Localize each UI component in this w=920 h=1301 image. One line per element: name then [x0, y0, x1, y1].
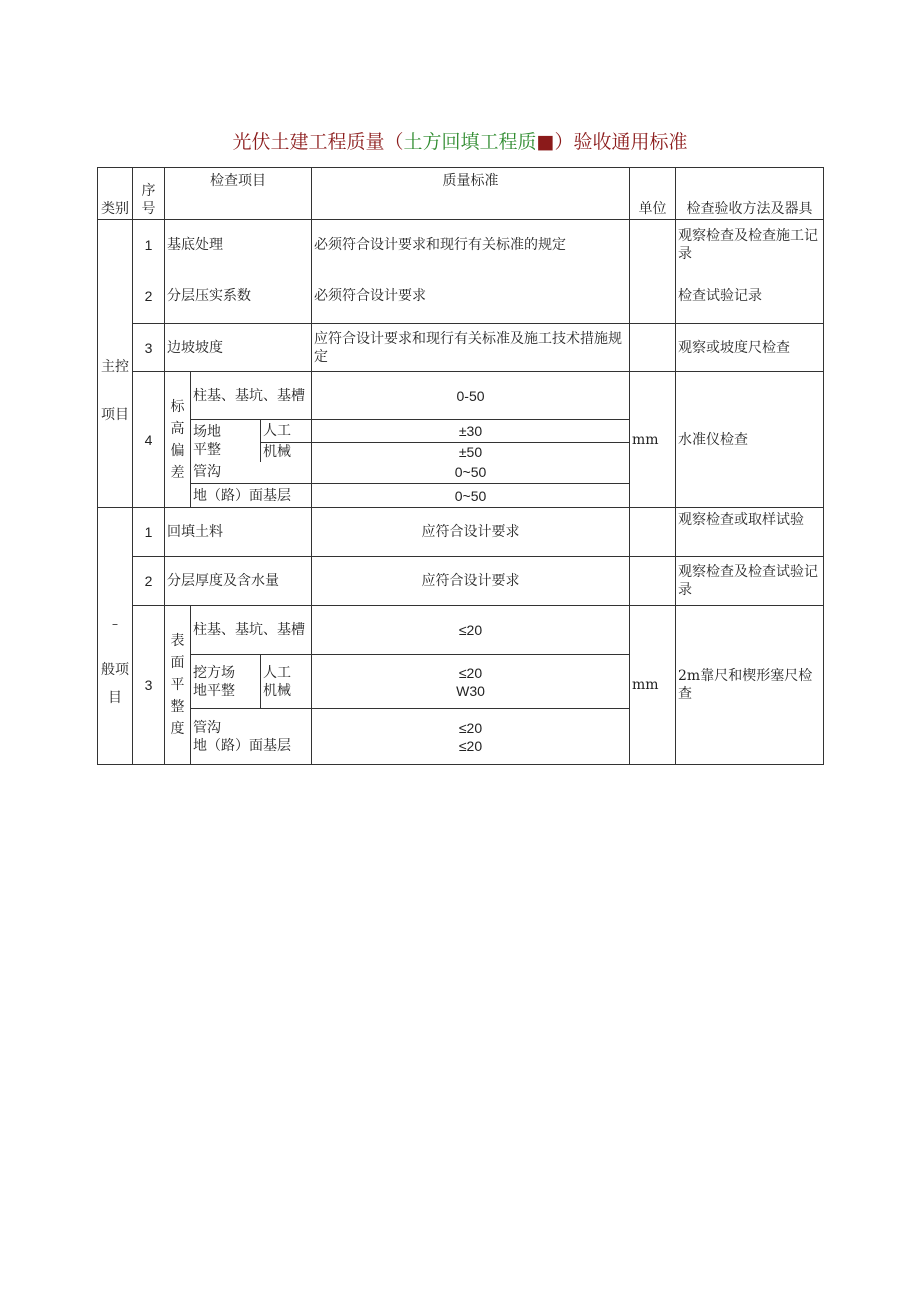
sub-item-cell: 柱基、基坑、基槽 [191, 372, 312, 420]
method-cell: 观察检查及检查施工记录 [676, 220, 824, 270]
seq-cell: 3 [133, 324, 165, 372]
table-row [98, 606, 824, 655]
table-header-row [98, 168, 824, 220]
elevation-deviation-group [165, 372, 191, 508]
seq-cell: 2 [133, 557, 165, 606]
sub-item-method-cell [261, 655, 312, 709]
standard-value-cell [312, 655, 630, 709]
group-char: 差 [170, 464, 185, 481]
table-row [98, 557, 824, 606]
standard-value-cell: 0~50 [312, 462, 630, 484]
sub-item-line: 平整 [193, 441, 221, 458]
category-main-control [98, 220, 133, 508]
group-char: 表 [170, 633, 185, 649]
standard-value-cell: ±30 [312, 420, 630, 443]
standard-value-cell: ±50 [312, 443, 630, 462]
standard-value-cell: ≤20 [312, 606, 630, 655]
title-part2: 土方回填工程质 [403, 131, 537, 153]
header-method: 检查验收方法及器具 [676, 168, 824, 220]
table-row [98, 220, 824, 270]
sub-item-line: 场地 [193, 423, 221, 440]
standard-cell: 应符合设计要求 [312, 557, 630, 606]
standard-value: ≤20 [458, 719, 483, 736]
method-cell: 水准仪检查 [676, 372, 824, 508]
sub-item-cell [191, 420, 261, 462]
header-category: 类别 [98, 168, 133, 220]
standard-cell: 应符合设计要求 [312, 508, 630, 557]
standard-cell: 必须符合设计要求 [312, 270, 630, 324]
unit-cell [630, 508, 676, 557]
category-main-line1: 主控 [101, 358, 129, 375]
sub-item-cell: 管沟 [191, 462, 312, 484]
unit-cell [630, 557, 676, 606]
table-row [98, 508, 824, 557]
item-cell: 回填土料 [165, 508, 312, 557]
sub-item-manual: 人工 [261, 420, 312, 443]
item-cell: 分层厚度及含水量 [165, 557, 312, 606]
sub-item-line: 地平整 [193, 682, 235, 699]
sub-item-cell [191, 709, 312, 765]
seq-cell: 1 [133, 220, 165, 270]
header-standard: 质量标准 [312, 168, 630, 220]
title-part1: 光伏土建工程质量（ [232, 131, 404, 153]
header-seq: 序号 [133, 168, 165, 220]
sub-item-manual: 人工 [263, 664, 291, 681]
seq-cell: 3 [133, 606, 165, 765]
item-cell: 分层压实系数 [165, 270, 312, 324]
group-char: 整 [170, 699, 185, 715]
group-char: 度 [170, 721, 185, 737]
method-cell: 检查试验记录 [676, 270, 824, 324]
standard-value-cell [312, 709, 630, 765]
category-general-dash: – [112, 617, 118, 631]
seq-cell: 1 [133, 508, 165, 557]
category-general-line2: 目 [108, 690, 122, 706]
sub-item-line: 挖方场 [193, 664, 235, 681]
acceptance-standard-table [97, 167, 824, 765]
table-row [98, 372, 824, 420]
sub-item-machine: 机械 [261, 443, 312, 462]
unit-cell: mm [630, 606, 676, 765]
item-cell: 边坡坡度 [165, 324, 312, 372]
seq-cell: 4 [133, 372, 165, 508]
unit-cell [630, 324, 676, 372]
sub-item-cell: 地（路）面基层 [191, 484, 312, 508]
method-cell: 观察检查及检查试验记录 [676, 557, 824, 606]
group-char: 平 [170, 677, 185, 693]
unit-cell [630, 220, 676, 324]
method-cell: 2m靠尺和楔形塞尺检查 [676, 606, 824, 765]
seq-cell: 2 [133, 270, 165, 324]
header-item: 检查项目 [165, 168, 312, 220]
title-part4: 验收通用标准 [573, 131, 688, 153]
method-cell: 观察检查或取样试验 [676, 508, 824, 557]
sub-item-machine: 机械 [263, 682, 291, 699]
group-char: 高 [170, 420, 185, 437]
group-char: 面 [170, 655, 185, 671]
standard-value-cell: 0~50 [312, 484, 630, 508]
sub-item-line: 地（路）面基层 [193, 737, 291, 754]
standard-cell: 必须符合设计要求和现行有关标准的规定 [312, 220, 630, 270]
surface-flatness-group [165, 606, 191, 765]
page-title [0, 128, 920, 156]
method-cell: 观察或坡度尺检查 [676, 324, 824, 372]
category-general [98, 508, 133, 765]
standard-value: W30 [456, 682, 485, 699]
unit-cell: mm [630, 372, 676, 508]
category-general-line1: 般项 [101, 662, 129, 678]
header-unit: 单位 [630, 168, 676, 220]
standard-value: ≤20 [458, 737, 483, 754]
sub-item-cell [191, 655, 261, 709]
table-row [98, 270, 824, 324]
standard-cell: 应符合设计要求和现行有关标准及施工技术措施规定 [312, 324, 630, 372]
item-cell: 基底处理 [165, 220, 312, 270]
sub-item-line: 管沟 [193, 719, 221, 736]
sub-item-cell: 柱基、基坑、基槽 [191, 606, 312, 655]
standard-value: ≤20 [458, 664, 483, 681]
table-row [98, 324, 824, 372]
category-main-line2: 项目 [101, 406, 129, 423]
title-part3: ■） [536, 131, 574, 153]
group-char: 偏 [170, 442, 185, 459]
group-char: 标 [170, 398, 185, 415]
standard-value-cell: 0-50 [312, 372, 630, 420]
